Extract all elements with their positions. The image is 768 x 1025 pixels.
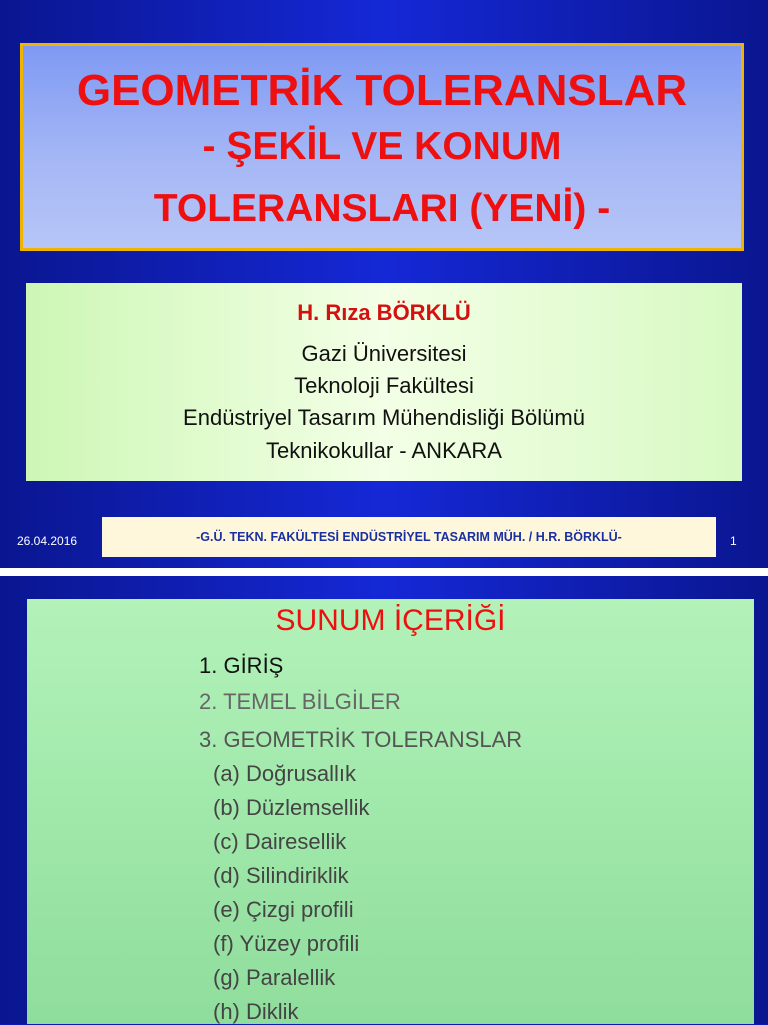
- affiliation-faculty: Teknoloji Fakültesi: [294, 373, 474, 398]
- toc-subitem-perpendicularity: (h) Diklik: [213, 999, 299, 1024]
- toc-subitem-line-profile: (e) Çizgi profili: [213, 897, 354, 922]
- title-line-1: GEOMETRİK TOLERANSLAR: [76, 66, 688, 115]
- toc-subitem-circularity: (c) Dairesellik: [213, 829, 347, 854]
- affiliation-location: Teknikokullar - ANKARA: [266, 438, 502, 463]
- contents-title: SUNUM İÇERİĞİ: [275, 604, 506, 637]
- slide-separator: [0, 568, 768, 576]
- page-number: 1: [730, 534, 737, 548]
- title-line-2: - ŞEKİL VE KONUM: [202, 125, 562, 168]
- toc-subitem-cylindricity: (d) Silindiriklik: [213, 863, 349, 888]
- affiliation-department: Endüstriyel Tasarım Mühendisliği Bölümü: [183, 405, 585, 430]
- footer-banner: [102, 517, 716, 557]
- footer-date: 26.04.2016: [17, 534, 78, 548]
- toc-item-basics: 2. TEMEL BİLGİLER: [199, 689, 401, 714]
- affiliation-university: Gazi Üniversitesi: [301, 341, 467, 366]
- toc-subitem-flatness: (b) Düzlemsellik: [213, 795, 370, 820]
- author-box: [26, 283, 742, 481]
- author-name: H. Rıza BÖRKLÜ: [297, 300, 471, 325]
- toc-subitem-surface-profile: (f) Yüzey profili: [213, 931, 360, 956]
- toc-subitem-parallelism: (g) Paralellik: [213, 965, 336, 990]
- contents-box: [27, 599, 754, 1024]
- footer-text: -G.Ü. TEKN. FAKÜLTESİ ENDÜSTRİYEL TASARIM MÜH. / H.R. BÖRKLÜ-: [196, 530, 622, 544]
- toc-item-intro: 1. GİRİŞ: [199, 653, 284, 678]
- toc-subitem-straightness: (a) Doğrusallık: [213, 761, 357, 786]
- title-box: [20, 43, 744, 251]
- toc-item-geometric-tolerances: 3. GEOMETRİK TOLERANSLAR: [199, 727, 523, 752]
- title-line-3: TOLERANSLARI (YENİ) -: [153, 187, 611, 230]
